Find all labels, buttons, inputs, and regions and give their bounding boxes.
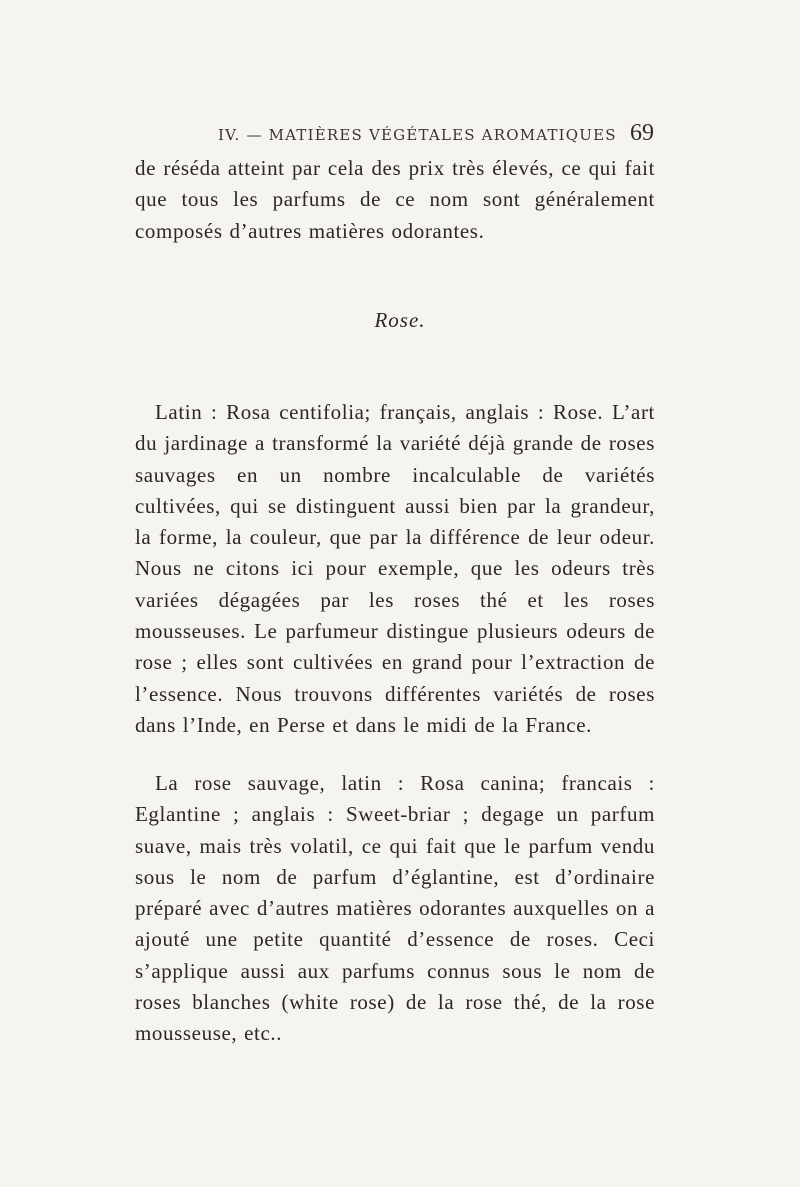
rose-paragraph: Latin : Rosa centifolia; français, anglais : Rose. L’art du jardinage a transformé la variété déjà grande de roses sauvages en un nombre incalculable de variétés cultivées, qui se distinguent aussi bien par la grandeur, la forme, la couleur, que par la différence de leur odeur. Nous ne citons ici pour exemple, que les odeurs très variées dégagées par les roses thé et les roses mousseuses. Le parfumeur distingue plusieurs odeurs de rose ; elles sont cultivées en grand pour l’extraction de l’essence. Nous trouvons différentes variétés de roses dans l’Inde, en Perse et dans le midi de la France.: [135, 400, 655, 737]
running-header: [218, 120, 654, 150]
eglantine-paragraph: La rose sauvage, latin : Rosa canina; francais : Eglantine ; anglais : Sweet-briar ; degage un parfum suave, mais très volatil, ce qui fait que le parfum vendu sous le nom de parfum d’églantine, est d’ordinaire préparé avec d’autres matières odorantes auxquelles on a ajouté une petite quantité d’essence de roses. Ceci s’applique aussi aux parfums connus sous le nom de roses blanches (white rose) de la rose thé, de la rose mousseuse, etc..: [135, 771, 655, 1046]
section-heading: Rose.: [374, 308, 426, 332]
page-number: 69: [630, 120, 654, 146]
continued-paragraph: de réséda atteint par cela des prix très élevés, ce qui fait que tous les parfums de ce nom sont généralement composés d’autres matières odorantes.: [135, 156, 655, 243]
running-title: IV. — MATIÈRES VÉGÉTALES AROMATIQUES: [218, 126, 617, 144]
